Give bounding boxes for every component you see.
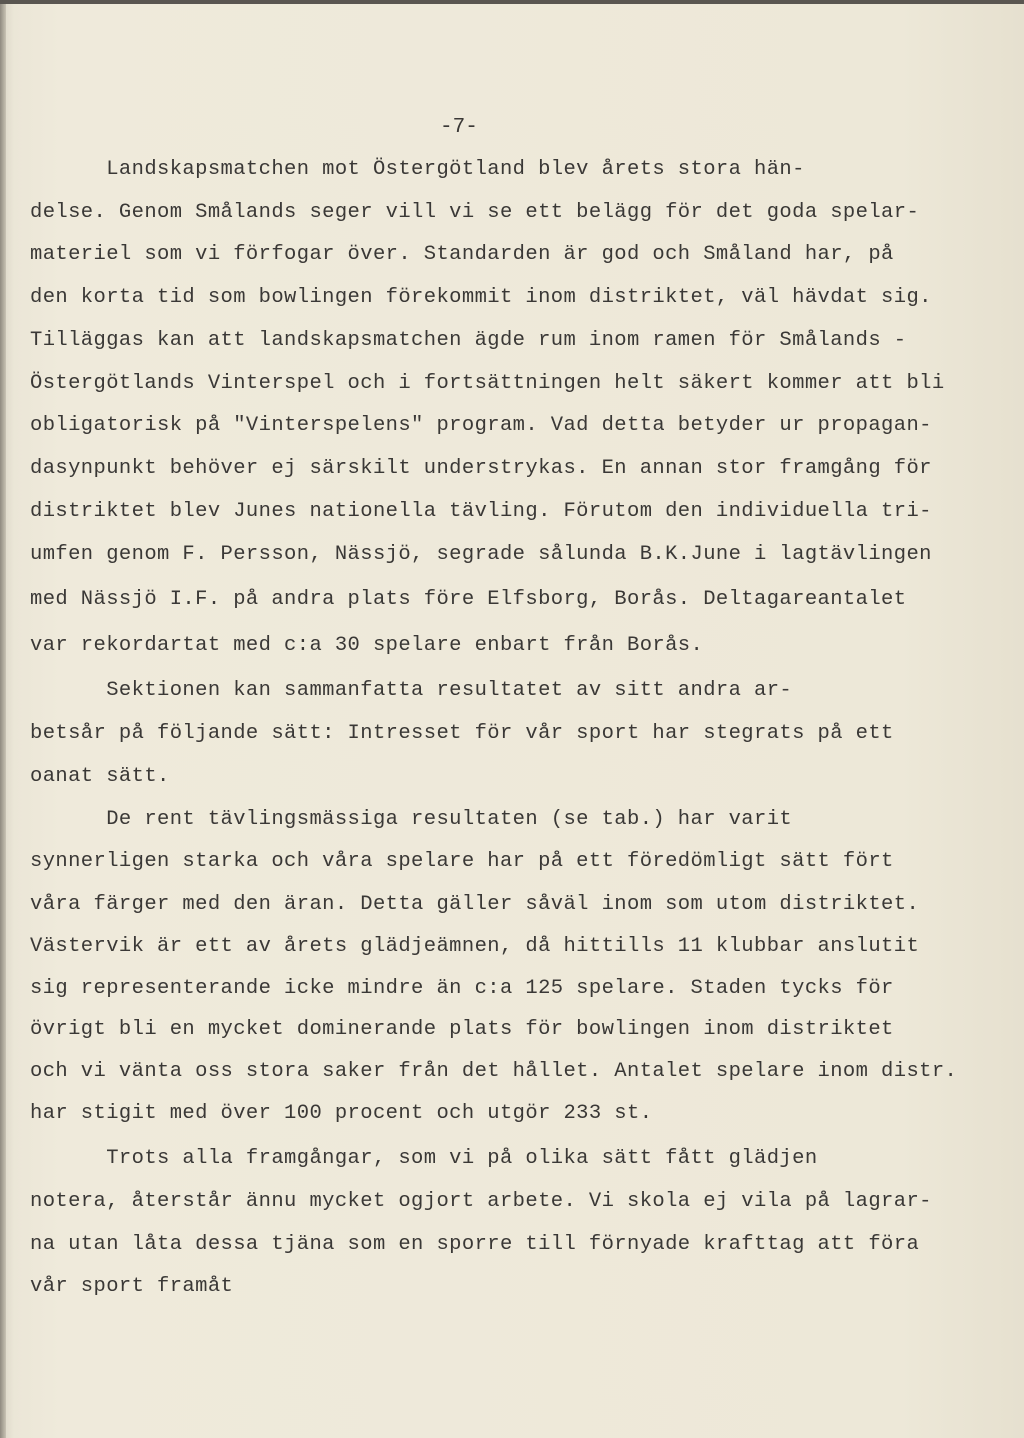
text-line: sig representerande icke mindre än c:a 125 spelare. Staden tycks för (30, 977, 894, 1000)
page-edge-shadow (0, 0, 6, 1438)
text-line: synnerligen starka och våra spelare har på ett föredömligt sätt fört (30, 850, 894, 873)
text-line: materiel som vi förfogar över. Standarden är god och Småland har, på (30, 243, 894, 266)
text-line: Östergötlands Vinterspel och i fortsättningen helt säkert kommer att bli (30, 372, 945, 395)
page-top-edge (0, 0, 1024, 4)
text-line: Landskapsmatchen mot Östergötland blev årets stora hän- (30, 158, 805, 181)
text-line: na utan låta dessa tjäna som en sporre till förnyade krafttag att föra (30, 1233, 920, 1256)
text-line: Tilläggas kan att landskapsmatchen ägde rum inom ramen för Smålands - (30, 329, 907, 352)
text-line: den korta tid som bowlingen förekommit inom distriktet, väl hävdat sig. (30, 286, 932, 309)
text-line: betsår på följande sätt: Intresset för vår sport har stegrats på ett (30, 722, 894, 745)
text-line: och vi vänta oss stora saker från det hållet. Antalet spelare inom distr. (30, 1060, 958, 1083)
text-line: har stigit med över 100 procent och utgör 233 st. (30, 1102, 653, 1125)
text-line: De rent tävlingsmässiga resultaten (se tab.) har varit (30, 808, 793, 831)
text-line: var rekordartat med c:a 30 spelare enbart från Borås. (30, 634, 704, 657)
text-line: övrigt bli en mycket dominerande plats för bowlingen inom distriktet (30, 1018, 894, 1041)
text-line: vår sport framåt (30, 1275, 234, 1298)
text-line: våra färger med den äran. Detta gäller såväl inom som utom distriktet. (30, 893, 920, 916)
text-line: delse. Genom Smålands seger vill vi se ett belägg för det goda spelar- (30, 201, 920, 224)
text-line: obligatorisk på "Vinterspelens" program. Vad detta betyder ur propagan- (30, 414, 932, 437)
page-number: -7- (440, 116, 478, 139)
text-line: Västervik är ett av årets glädjeämnen, då hittills 11 klubbar anslutit (30, 935, 920, 958)
text-line: umfen genom F. Persson, Nässjö, segrade sålunda B.K.June i lagtävlingen (30, 543, 932, 566)
text-line: Trots alla framgångar, som vi på olika sätt fått glädjen (30, 1147, 818, 1170)
text-line: oanat sätt. (30, 765, 170, 788)
text-line: Sektionen kan sammanfatta resultatet av sitt andra ar- (30, 679, 793, 702)
text-line: dasynpunkt behöver ej särskilt understrykas. En annan stor framgång för (30, 457, 932, 480)
text-line: distriktet blev Junes nationella tävling. Förutom den individuella tri- (30, 500, 932, 523)
text-line: notera, återstår ännu mycket ogjort arbete. Vi skola ej vila på lagrar- (30, 1190, 932, 1213)
text-line: med Nässjö I.F. på andra plats före Elfsborg, Borås. Deltagareantalet (30, 588, 907, 611)
